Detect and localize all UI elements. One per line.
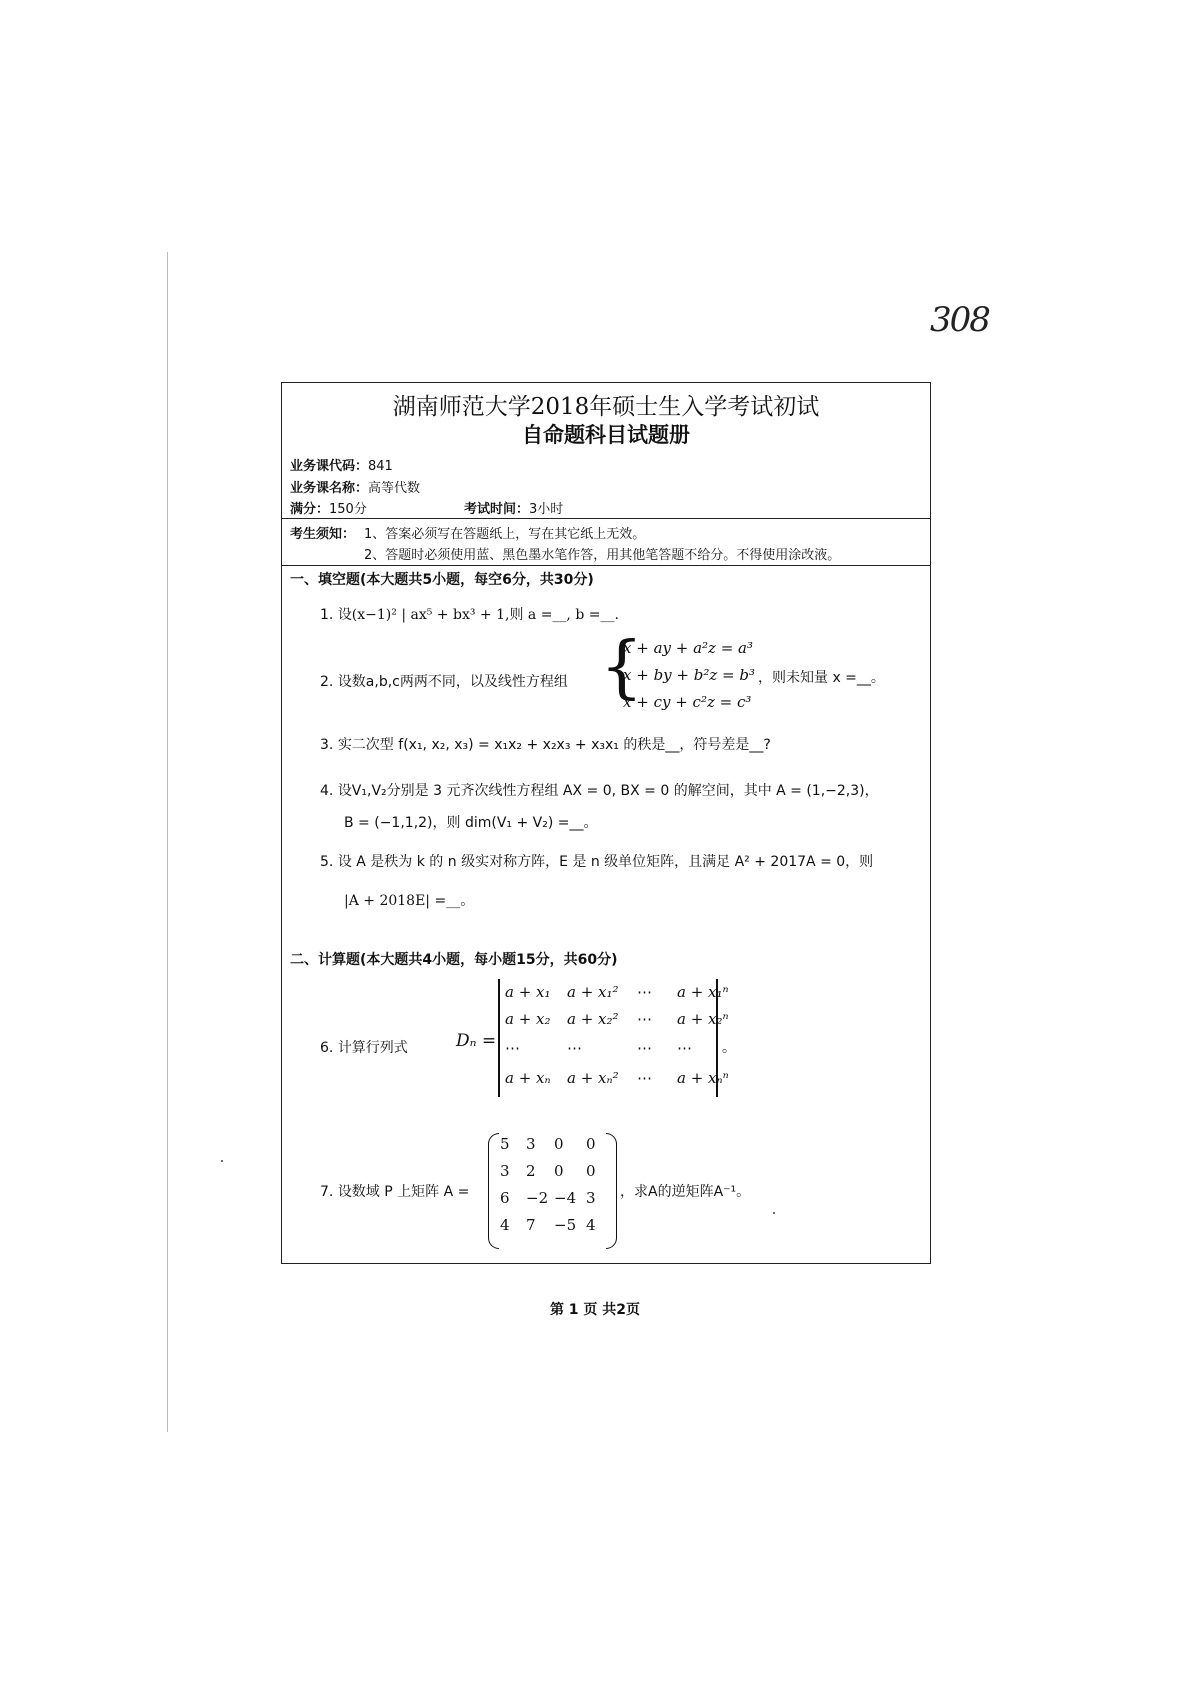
scan-speck [773,1212,775,1214]
full-score: 150分 [329,502,367,517]
course-name-line [290,477,420,496]
matrix-left-paren [488,1133,499,1249]
question-6-number: 6. [320,1040,334,1056]
question-1-number: 1. [320,607,334,623]
equation-3: x + cy + c²z = c³ [623,693,752,711]
matrix-cell: 3 [500,1162,510,1180]
determinant-cell: a + x₁ [505,983,551,1001]
course-code-line [290,455,393,474]
determinant-cell: a + x₁ⁿ [677,983,729,1001]
question-4-line-1 [320,780,879,800]
candidate-notice [282,519,930,566]
notice-line-1: 1、答案必须写在答题纸上，写在其它纸上无效。 [364,527,646,542]
exam-sheet [281,382,931,1264]
exam-subtitle: 自命题科目试题册 [522,422,690,447]
exam-time: 3小时 [529,502,564,517]
question-5-line-1 [320,851,873,871]
matrix-cell: 0 [586,1162,596,1180]
exam-title: 湖南师范大学2018年硕士生入学考试初试 [392,394,820,420]
question-2-number: 2. [320,674,334,690]
determinant-cell: ⋯ [567,1039,582,1057]
question-6-prefix: 计算行列式 [337,1040,408,1056]
question-3-number: 3. [320,737,334,753]
matrix-cell: 3 [586,1189,596,1207]
course-name: 高等代数 [368,481,421,496]
question-4-line-2: B = (−1,1,2)，则 dim(V₁ + V₂) =__。 [344,815,598,831]
course-name-label: 业务课名称： [290,481,369,496]
page-number: 第 1 页 共2页 [549,1302,641,1318]
determinant-cell: ⋯ [637,1010,652,1028]
question-3-text: 实二次型 f(x₁, x₂, x₃) = x₁x₂ + x₂x₃ + x₃x₁ 的秩是__，符号差是__? [337,737,771,753]
determinant-cell: a + x₂ⁿ [677,1010,729,1028]
determinant-cell: ⋯ [637,1069,652,1087]
determinant-cell: a + x₂² [567,1010,619,1028]
matrix-cell: −5 [554,1216,577,1234]
matrix-cell: 5 [500,1135,510,1153]
full-score-line [290,498,367,517]
matrix-cell: −4 [554,1189,577,1207]
notice-line-2: 2、答题时必须使用蓝、黑色墨水笔作答，用其他笔答题不给分。不得使用涂改液。 [364,548,841,563]
question-4-text: 设V₁,V₂分别是 3 元齐次线性方程组 AX = 0, BX = 0 的解空间，其中 A = (1,−2,3)， [337,783,879,799]
matrix-cell: −2 [526,1189,549,1207]
section-1-heading: 一、填空题(本大题共5小题，每空6分，共30分) [290,572,594,588]
determinant-cell: ⋯ [637,983,652,1001]
determinant-left-bar [498,979,500,1097]
question-2 [320,671,568,691]
matrix-cell: 0 [586,1135,596,1153]
question-5-line-2: |A + 2018E| =__。 [344,893,475,909]
determinant-cell: ⋯ [505,1039,520,1057]
question-4-number: 4. [320,783,334,799]
course-code-label: 业务课代码： [290,459,369,474]
equation-2: x + by + b²z = b³ [623,666,755,684]
question-6 [320,1037,408,1057]
exam-header [282,383,930,519]
determinant-cell: a + xₙⁿ [677,1069,729,1087]
section-2-heading: 二、计算题(本大题共4小题，每小题15分，共60分) [290,952,618,968]
question-5-number: 5. [320,854,334,870]
determinant-cell: a + x₂ [505,1010,551,1028]
matrix-cell: 0 [554,1135,564,1153]
determinant-cell: a + xₙ [505,1069,551,1087]
matrix-cell: 7 [526,1216,536,1234]
scan-speck [221,1160,223,1162]
determinant-cell: a + x₁² [567,983,619,1001]
question-7 [320,1181,469,1201]
matrix-cell: 4 [586,1216,596,1234]
matrix-cell: 2 [526,1162,536,1180]
question-1 [320,604,619,624]
course-code: 841 [368,459,393,474]
determinant-cell: ⋯ [677,1039,692,1057]
scan-edge-line [167,252,168,1432]
determinant-lhs: Dₙ = [456,1031,497,1051]
matrix-cell: 6 [500,1189,510,1207]
matrix-right-paren [606,1133,617,1249]
matrix-cell: 3 [526,1135,536,1153]
question-3 [320,734,771,754]
exam-time-label: 考试时间： [464,502,530,517]
equation-system-brace: { [600,628,644,707]
question-5-text: 设 A 是秩为 k 的 n 级实对称方阵，E 是 n 级单位矩阵，且满足 A² + 2017A = 0，则 [337,854,874,870]
question-6-suffix: 。 [722,1040,736,1056]
question-2-prefix: 设数a,b,c两两不同，以及线性方程组 [337,674,568,690]
determinant-cell: a + xₙ² [567,1069,619,1087]
question-1-text: 设(x−1)² | ax⁵ + bx³ + 1,则 a =__, b =__. [337,607,619,623]
exam-time-line [464,498,563,517]
question-7-number: 7. [320,1184,334,1200]
question-7-prefix: 设数域 P 上矩阵 A = [337,1184,470,1200]
notice-label: 考生须知： [290,527,356,542]
matrix-cell: 0 [554,1162,564,1180]
handwritten-page-mark: 308 [930,300,989,340]
question-2-suffix: ，则未知量 x =__。 [758,670,885,686]
question-7-suffix: ，求A的逆矩阵A⁻¹。 [620,1184,751,1200]
matrix-cell: 4 [500,1216,510,1234]
full-score-label: 满分： [290,502,330,517]
determinant-cell: ⋯ [637,1039,652,1057]
equation-1: x + ay + a²z = a³ [623,639,754,657]
